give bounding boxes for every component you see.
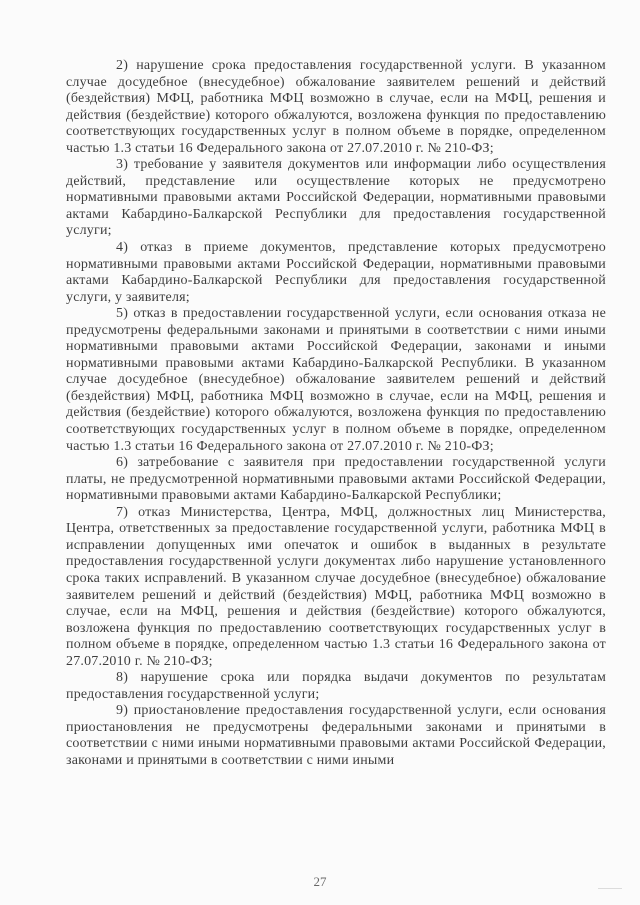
- paragraph-item-9: 9) приостановление предоставления государственной услуги, если основания приостановления не предусмотрены федеральными законами и принятыми в соответствии с ними иными нормативными правовыми актами Российской Федерации, законами и принятыми в соответствии с ними иными: [66, 703, 606, 768]
- paragraph-item-5: 5) отказ в предоставлении государственной услуги, если основания отказа не предусмотрены федеральными законами и принятыми в соответствии с ними иными нормативными правовыми актами Российской Федерации, законами и иными нормативными правовыми актами Кабардино-Балкарской Республики. В указанном случае досудебное (внесудебное) обжалование заявителем решений и действий (бездействия) МФЦ, работника МФЦ возможно в случае, если на МФЦ, решения и действия (бездействие) которого обжалуются, возложена функция по предоставлению соответствующих государственных услуг в полном объеме в порядке, определенном частью 1.3 статьи 16 Федерального закона от 27.07.2010 г. № 210-ФЗ;: [66, 306, 606, 454]
- paragraph-item-4: 4) отказ в приеме документов, представление которых предусмотрено нормативными правовыми актами Российской Федерации, нормативными правовыми актами Кабардино-Балкарской Республики для предоставления государственной услуги, у заявителя;: [66, 240, 606, 305]
- paragraph-item-7: 7) отказ Министерства, Центра, МФЦ, должностных лиц Министерства, Центра, ответственных за предоставление государственной услуги, работника МФЦ в исправлении допущенных ими опечаток и ошибок в выданных в результате предоставления государственной услуги документах либо нарушение установленного срока таких исправлений. В указанном случае досудебное (внесудебное) обжалование заявителем решений и действий (бездействия) МФЦ, работника МФЦ возможно в случае, если на МФЦ, решения и действия (бездействие) которого обжалуются, возложена функция по предоставлению соответствующих государственных услуг в полном объеме в порядке, определенном частью 1.3 статьи 16 Федерального закона от 27.07.2010 г. № 210-ФЗ;: [66, 504, 606, 669]
- page-number: 27: [313, 874, 327, 889]
- paragraph-item-6: 6) затребование с заявителя при предоставлении государственной услуги платы, не предусмотренной нормативными правовыми актами Российской Федерации, нормативными правовыми актами Кабардино-Балкарской Республики;: [66, 455, 606, 504]
- document-body: [66, 58, 606, 770]
- scan-edge-mark: [598, 888, 622, 895]
- paragraph-item-3: 3) требование у заявителя документов или информации либо осуществления действий, представление или осуществление которых не предусмотрено нормативными правовыми актами Российской Федерации, нормативными правовыми актами Кабардино-Балкарской Республики для предоставления государственной услуги;: [66, 157, 606, 239]
- paragraph-item-8: 8) нарушение срока или порядка выдачи документов по результатам предоставления государственной услуги;: [66, 670, 606, 702]
- paragraph-item-2: 2) нарушение срока предоставления государственной услуги. В указанном случае досудебное (внесудебное) обжалование заявителем решений и действий (бездействия) МФЦ, работника МФЦ возможно в случае, если на МФЦ, решения и действия (бездействие) которого обжалуются, возложена функция по предоставлению соответствующих государственных услуг в полном объеме в порядке, определенном частью 1.3 статьи 16 Федерального закона от 27.07.2010 г. № 210-ФЗ;: [66, 58, 606, 156]
